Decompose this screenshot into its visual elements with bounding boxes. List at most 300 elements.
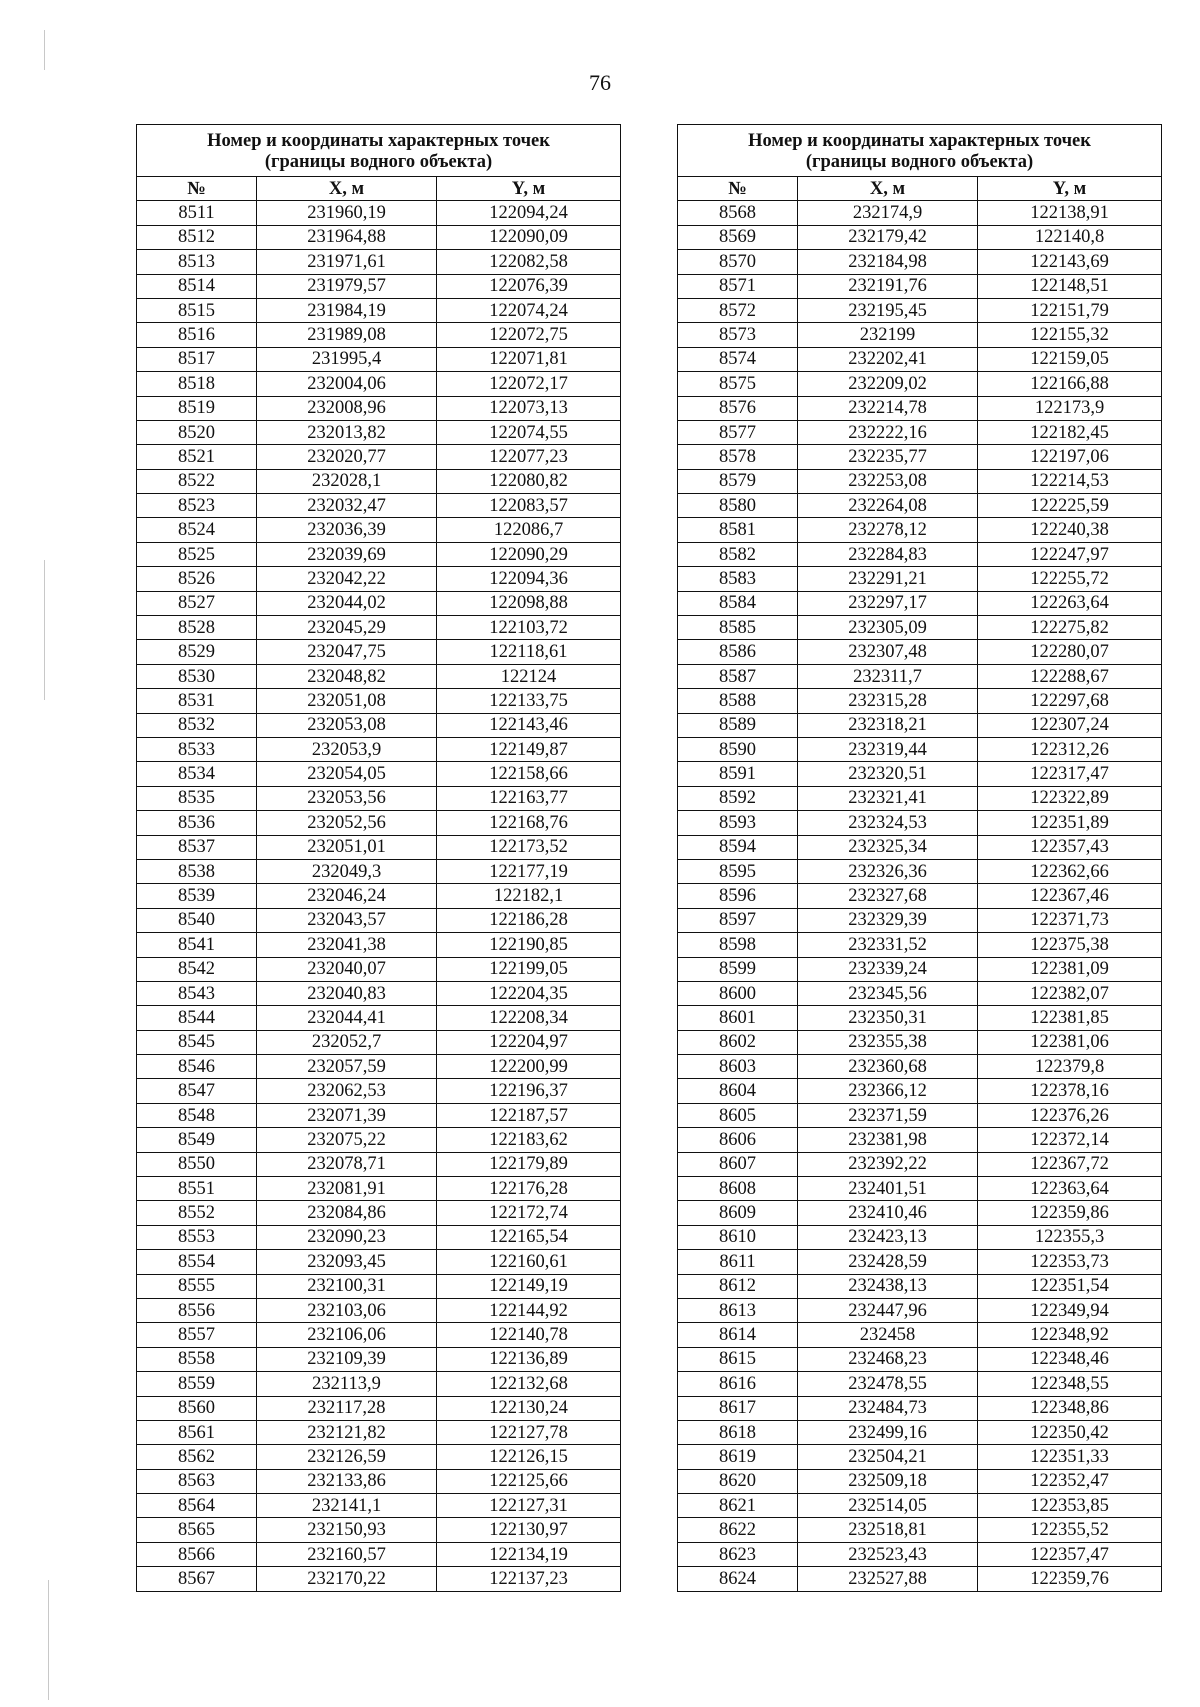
point-number-cell: 8534 [137,762,257,786]
table-title [678,125,1162,177]
table-row [137,298,621,322]
y-coordinate-cell: 122375,38 [978,933,1162,957]
point-number-cell: 8564 [137,1494,257,1518]
point-number-cell: 8579 [678,469,798,493]
y-coordinate-cell: 122196,37 [437,1079,621,1103]
x-coordinate-cell: 232179,42 [798,225,978,249]
table-row [678,786,1162,810]
y-coordinate-cell: 122177,19 [437,859,621,883]
point-number-cell: 8620 [678,1469,798,1493]
x-coordinate-cell: 232051,08 [257,689,437,713]
x-coordinate-cell: 232504,21 [798,1445,978,1469]
x-coordinate-cell: 232253,08 [798,469,978,493]
y-coordinate-cell: 122297,68 [978,689,1162,713]
x-coordinate-cell: 232527,88 [798,1567,978,1591]
table-row [137,1055,621,1079]
x-coordinate-cell: 232355,38 [798,1030,978,1054]
table-row [678,323,1162,347]
table-row [137,640,621,664]
x-coordinate-cell: 232048,82 [257,664,437,688]
x-coordinate-cell: 232062,53 [257,1079,437,1103]
table-row [678,640,1162,664]
y-coordinate-cell: 122143,46 [437,713,621,737]
table-row [678,1323,1162,1347]
y-coordinate-cell: 122072,17 [437,372,621,396]
y-coordinate-cell: 122288,67 [978,664,1162,688]
point-number-cell: 8616 [678,1372,798,1396]
y-coordinate-cell: 122186,28 [437,908,621,932]
x-coordinate-cell: 232043,57 [257,908,437,932]
x-coordinate-cell: 232057,59 [257,1055,437,1079]
point-number-cell: 8605 [678,1103,798,1127]
point-number-cell: 8539 [137,884,257,908]
table-row [137,616,621,640]
x-coordinate-cell: 232324,53 [798,811,978,835]
y-coordinate-cell: 122312,26 [978,737,1162,761]
y-coordinate-cell: 122132,68 [437,1372,621,1396]
point-number-cell: 8623 [678,1542,798,1566]
y-coordinate-cell: 122127,31 [437,1494,621,1518]
x-coordinate-cell: 232052,7 [257,1030,437,1054]
point-number-cell: 8600 [678,981,798,1005]
point-number-cell: 8582 [678,542,798,566]
table-row [678,494,1162,518]
x-coordinate-cell: 231989,08 [257,323,437,347]
x-coordinate-cell: 232329,39 [798,908,978,932]
x-coordinate-cell: 232428,59 [798,1250,978,1274]
table-body [137,201,621,1591]
table-row [137,908,621,932]
x-coordinate-cell: 232103,06 [257,1298,437,1322]
y-coordinate-cell: 122172,74 [437,1201,621,1225]
point-number-cell: 8590 [678,737,798,761]
table-row [678,908,1162,932]
x-coordinate-cell: 232170,22 [257,1567,437,1591]
table-row [678,957,1162,981]
x-coordinate-cell: 232199 [798,323,978,347]
table-row [678,420,1162,444]
x-coordinate-cell: 232339,24 [798,957,978,981]
y-coordinate-cell: 122098,88 [437,591,621,615]
point-number-cell: 8523 [137,494,257,518]
point-number-cell: 8537 [137,835,257,859]
y-coordinate-cell: 122140,8 [978,225,1162,249]
x-coordinate-cell: 232381,98 [798,1128,978,1152]
table-row [137,372,621,396]
y-coordinate-cell: 122159,05 [978,347,1162,371]
table-row [678,1445,1162,1469]
y-coordinate-cell: 122379,8 [978,1055,1162,1079]
x-coordinate-cell: 232150,93 [257,1518,437,1542]
table-row [678,811,1162,835]
y-coordinate-cell: 122378,16 [978,1079,1162,1103]
table-row [137,762,621,786]
point-number-cell: 8568 [678,201,798,225]
table-row [678,250,1162,274]
point-number-cell: 8550 [137,1152,257,1176]
y-coordinate-cell: 122163,77 [437,786,621,810]
table-row [137,981,621,1005]
y-coordinate-cell: 122351,89 [978,811,1162,835]
coordinates-table-left [136,124,621,1592]
x-coordinate-cell: 232305,09 [798,616,978,640]
y-coordinate-cell: 122371,73 [978,908,1162,932]
x-coordinate-cell: 231964,88 [257,225,437,249]
y-coordinate-cell: 122214,53 [978,469,1162,493]
table-row [137,1274,621,1298]
y-coordinate-cell: 122280,07 [978,640,1162,664]
table-row [137,542,621,566]
x-coordinate-cell: 232049,3 [257,859,437,883]
table-row [678,835,1162,859]
column-header-number: № [137,177,257,201]
point-number-cell: 8589 [678,713,798,737]
table-row [678,689,1162,713]
x-coordinate-cell: 232041,38 [257,933,437,957]
table-row [678,762,1162,786]
point-number-cell: 8533 [137,737,257,761]
table-row [137,1445,621,1469]
point-number-cell: 8585 [678,616,798,640]
table-row [137,323,621,347]
y-coordinate-cell: 122352,47 [978,1469,1162,1493]
point-number-cell: 8528 [137,616,257,640]
table-row [137,1030,621,1054]
x-coordinate-cell: 232222,16 [798,420,978,444]
x-coordinate-cell: 232214,78 [798,396,978,420]
y-coordinate-cell: 122125,66 [437,1469,621,1493]
scan-artifact-line [44,560,45,700]
table-title [137,125,621,177]
table-row [678,1347,1162,1371]
table-row [678,981,1162,1005]
y-coordinate-cell: 122187,57 [437,1103,621,1127]
y-coordinate-cell: 122225,59 [978,494,1162,518]
point-number-cell: 8559 [137,1372,257,1396]
table-row [137,786,621,810]
table-row [137,1542,621,1566]
x-coordinate-cell: 232090,23 [257,1225,437,1249]
table-row [678,518,1162,542]
point-number-cell: 8572 [678,298,798,322]
point-number-cell: 8514 [137,274,257,298]
x-coordinate-cell: 232209,02 [798,372,978,396]
y-coordinate-cell: 122359,86 [978,1201,1162,1225]
table-row [137,567,621,591]
y-coordinate-cell: 122144,92 [437,1298,621,1322]
table-row [678,1225,1162,1249]
point-number-cell: 8522 [137,469,257,493]
table-row [678,1201,1162,1225]
table-row [678,859,1162,883]
x-coordinate-cell: 232117,28 [257,1396,437,1420]
table-row [137,1128,621,1152]
point-number-cell: 8576 [678,396,798,420]
point-number-cell: 8580 [678,494,798,518]
table-row [137,518,621,542]
y-coordinate-cell: 122151,79 [978,298,1162,322]
point-number-cell: 8578 [678,445,798,469]
x-coordinate-cell: 232320,51 [798,762,978,786]
point-number-cell: 8597 [678,908,798,932]
y-coordinate-cell: 122073,13 [437,396,621,420]
x-coordinate-cell: 232036,39 [257,518,437,542]
table-row [678,1372,1162,1396]
x-coordinate-cell: 232264,08 [798,494,978,518]
table-row [137,1494,621,1518]
point-number-cell: 8547 [137,1079,257,1103]
table-row [137,664,621,688]
point-number-cell: 8570 [678,250,798,274]
point-number-cell: 8517 [137,347,257,371]
x-coordinate-cell: 232028,1 [257,469,437,493]
point-number-cell: 8552 [137,1201,257,1225]
y-coordinate-cell: 122148,51 [978,274,1162,298]
y-coordinate-cell: 122127,78 [437,1420,621,1444]
y-coordinate-cell: 122204,35 [437,981,621,1005]
point-number-cell: 8538 [137,859,257,883]
x-coordinate-cell: 232307,48 [798,640,978,664]
point-number-cell: 8518 [137,372,257,396]
y-coordinate-cell: 122173,52 [437,835,621,859]
y-coordinate-cell: 122166,88 [978,372,1162,396]
x-coordinate-cell: 232447,96 [798,1298,978,1322]
table-row [137,445,621,469]
table-body [678,201,1162,1591]
point-number-cell: 8526 [137,567,257,591]
point-number-cell: 8515 [137,298,257,322]
table-row [137,1469,621,1493]
x-coordinate-cell: 232040,83 [257,981,437,1005]
table-row [137,1006,621,1030]
y-coordinate-cell: 122208,34 [437,1006,621,1030]
point-number-cell: 8544 [137,1006,257,1030]
y-coordinate-cell: 122199,05 [437,957,621,981]
x-coordinate-cell: 232345,56 [798,981,978,1005]
x-coordinate-cell: 232350,31 [798,1006,978,1030]
y-coordinate-cell: 122133,75 [437,689,621,713]
point-number-cell: 8617 [678,1396,798,1420]
point-number-cell: 8563 [137,1469,257,1493]
point-number-cell: 8577 [678,420,798,444]
point-number-cell: 8614 [678,1323,798,1347]
x-coordinate-cell: 232195,45 [798,298,978,322]
y-coordinate-cell: 122355,3 [978,1225,1162,1249]
x-coordinate-cell: 232191,76 [798,274,978,298]
x-coordinate-cell: 232327,68 [798,884,978,908]
y-coordinate-cell: 122353,85 [978,1494,1162,1518]
point-number-cell: 8548 [137,1103,257,1127]
y-coordinate-cell: 122247,97 [978,542,1162,566]
x-coordinate-cell: 232046,24 [257,884,437,908]
x-coordinate-cell: 232235,77 [798,445,978,469]
x-coordinate-cell: 232184,98 [798,250,978,274]
page-number: 76 [589,70,611,95]
y-coordinate-cell: 122307,24 [978,713,1162,737]
point-number-cell: 8554 [137,1250,257,1274]
table-row [678,1006,1162,1030]
point-number-cell: 8557 [137,1323,257,1347]
point-number-cell: 8527 [137,591,257,615]
y-coordinate-cell: 122367,72 [978,1152,1162,1176]
x-coordinate-cell: 232053,08 [257,713,437,737]
x-coordinate-cell: 232121,82 [257,1420,437,1444]
point-number-cell: 8565 [137,1518,257,1542]
table-row [137,225,621,249]
table-row [137,1152,621,1176]
y-coordinate-cell: 122363,64 [978,1177,1162,1201]
point-number-cell: 8525 [137,542,257,566]
y-coordinate-cell: 122359,76 [978,1567,1162,1591]
table-row [137,1323,621,1347]
column-header-y: Y, м [437,177,621,201]
y-coordinate-cell: 122083,57 [437,494,621,518]
y-coordinate-cell: 122165,54 [437,1225,621,1249]
y-coordinate-cell: 122094,24 [437,201,621,225]
point-number-cell: 8604 [678,1079,798,1103]
x-coordinate-cell: 232478,55 [798,1372,978,1396]
y-coordinate-cell: 122124 [437,664,621,688]
x-coordinate-cell: 232311,7 [798,664,978,688]
point-number-cell: 8606 [678,1128,798,1152]
x-coordinate-cell: 232325,34 [798,835,978,859]
y-coordinate-cell: 122381,85 [978,1006,1162,1030]
table-title-line1: Номер и координаты характерных точек [748,130,1091,151]
y-coordinate-cell: 122197,06 [978,445,1162,469]
point-number-cell: 8622 [678,1518,798,1542]
table-row [678,737,1162,761]
table-row [137,859,621,883]
y-coordinate-cell: 122357,47 [978,1542,1162,1566]
point-number-cell: 8546 [137,1055,257,1079]
table-row [137,1079,621,1103]
point-number-cell: 8619 [678,1445,798,1469]
table-row [137,933,621,957]
y-coordinate-cell: 122182,45 [978,420,1162,444]
table-row [678,1079,1162,1103]
table-row [678,1177,1162,1201]
y-coordinate-cell: 122376,26 [978,1103,1162,1127]
y-coordinate-cell: 122130,24 [437,1396,621,1420]
table-row [137,347,621,371]
table-row [137,811,621,835]
x-coordinate-cell: 232020,77 [257,445,437,469]
x-coordinate-cell: 232008,96 [257,396,437,420]
x-coordinate-cell: 232423,13 [798,1225,978,1249]
table-row [137,1518,621,1542]
table-title-line1: Номер и координаты характерных точек [207,130,550,151]
point-number-cell: 8571 [678,274,798,298]
point-number-cell: 8588 [678,689,798,713]
x-coordinate-cell: 232326,36 [798,859,978,883]
point-number-cell: 8532 [137,713,257,737]
x-coordinate-cell: 232458 [798,1323,978,1347]
x-coordinate-cell: 232126,59 [257,1445,437,1469]
x-coordinate-cell: 232004,06 [257,372,437,396]
x-coordinate-cell: 232054,05 [257,762,437,786]
x-coordinate-cell: 232523,43 [798,1542,978,1566]
y-coordinate-cell: 122263,64 [978,591,1162,615]
x-coordinate-cell: 232113,9 [257,1372,437,1396]
x-coordinate-cell: 232032,47 [257,494,437,518]
point-number-cell: 8621 [678,1494,798,1518]
x-coordinate-cell: 232514,05 [798,1494,978,1518]
x-coordinate-cell: 232438,13 [798,1274,978,1298]
table-row [678,1420,1162,1444]
x-coordinate-cell: 232133,86 [257,1469,437,1493]
y-coordinate-cell: 122149,19 [437,1274,621,1298]
table-row [678,1030,1162,1054]
x-coordinate-cell: 231995,4 [257,347,437,371]
scan-artifact-line [44,30,45,70]
table-row [678,274,1162,298]
x-coordinate-cell: 232315,28 [798,689,978,713]
table-row [137,420,621,444]
y-coordinate-cell: 122071,81 [437,347,621,371]
x-coordinate-cell: 232106,06 [257,1323,437,1347]
point-number-cell: 8558 [137,1347,257,1371]
table-row [137,591,621,615]
table-row [137,1103,621,1127]
y-coordinate-cell: 122077,23 [437,445,621,469]
y-coordinate-cell: 122350,42 [978,1420,1162,1444]
x-coordinate-cell: 232468,23 [798,1347,978,1371]
point-number-cell: 8530 [137,664,257,688]
point-number-cell: 8567 [137,1567,257,1591]
x-coordinate-cell: 232318,21 [798,713,978,737]
table-row [678,542,1162,566]
point-number-cell: 8542 [137,957,257,981]
y-coordinate-cell: 122130,97 [437,1518,621,1542]
x-coordinate-cell: 232410,46 [798,1201,978,1225]
table-row [137,1420,621,1444]
table-row [678,1152,1162,1176]
x-coordinate-cell: 232078,71 [257,1152,437,1176]
x-coordinate-cell: 231984,19 [257,298,437,322]
y-coordinate-cell: 122094,36 [437,567,621,591]
point-number-cell: 8596 [678,884,798,908]
table-row [137,250,621,274]
y-coordinate-cell: 122348,46 [978,1347,1162,1371]
y-coordinate-cell: 122149,87 [437,737,621,761]
y-coordinate-cell: 122200,99 [437,1055,621,1079]
x-coordinate-cell: 232392,22 [798,1152,978,1176]
x-coordinate-cell: 232401,51 [798,1177,978,1201]
y-coordinate-cell: 122080,82 [437,469,621,493]
x-coordinate-cell: 232499,16 [798,1420,978,1444]
y-coordinate-cell: 122158,66 [437,762,621,786]
x-coordinate-cell: 232053,9 [257,737,437,761]
scan-artifact-line [48,1580,49,1700]
y-coordinate-cell: 122090,29 [437,542,621,566]
table-row [137,1177,621,1201]
x-coordinate-cell: 232518,81 [798,1518,978,1542]
point-number-cell: 8569 [678,225,798,249]
y-coordinate-cell: 122168,76 [437,811,621,835]
y-coordinate-cell: 122348,86 [978,1396,1162,1420]
x-coordinate-cell: 232291,21 [798,567,978,591]
column-header-x: X, м [798,177,978,201]
table-row [678,298,1162,322]
table-row [678,445,1162,469]
x-coordinate-cell: 232044,02 [257,591,437,615]
x-coordinate-cell: 232071,39 [257,1103,437,1127]
table-row [678,372,1162,396]
point-number-cell: 8512 [137,225,257,249]
x-coordinate-cell: 232297,17 [798,591,978,615]
point-number-cell: 8601 [678,1006,798,1030]
table-title-line2: (границы водного объекта) [264,151,493,172]
